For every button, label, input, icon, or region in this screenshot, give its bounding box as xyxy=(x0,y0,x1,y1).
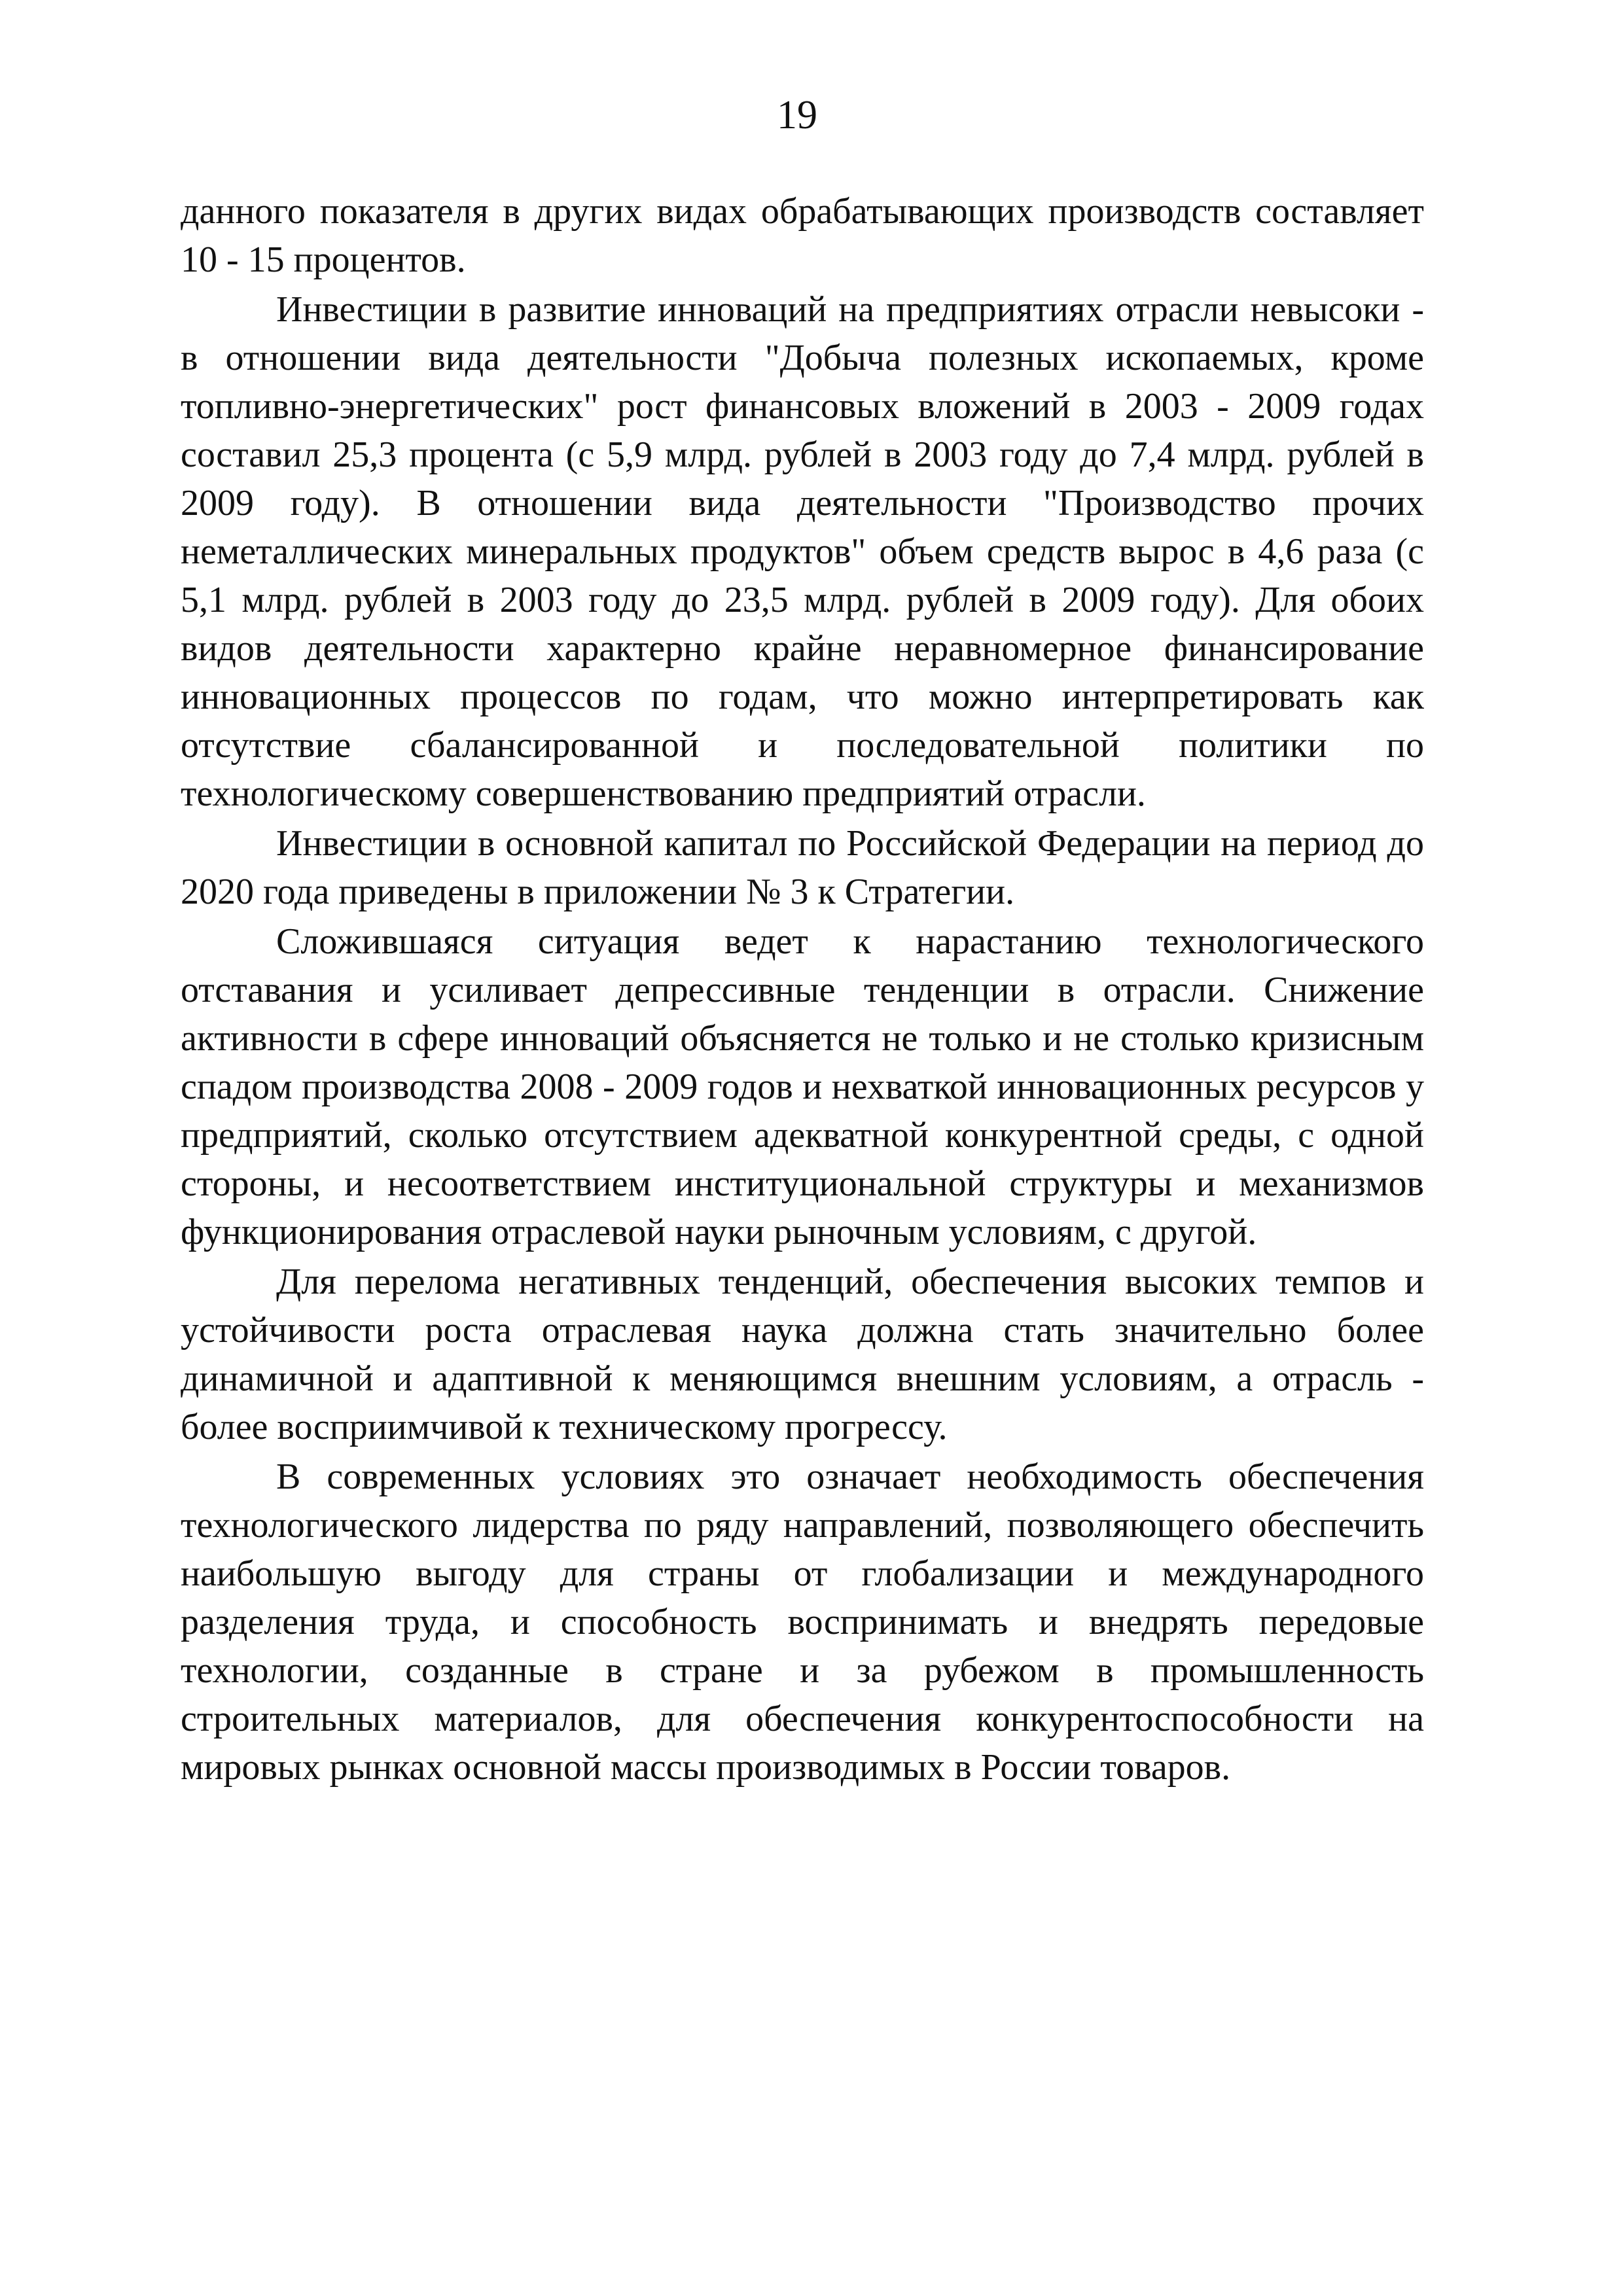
paragraph-continuation: данного показателя в других видах обрабатывающих производств составляет 10 - 15 процентов. xyxy=(181,191,1424,280)
paragraph-technological-lag: Сложившаяся ситуация ведет к нарастанию технологического отставания и усиливает депрессивные тенденции в отрасли. Снижение активности в сфере инноваций объясняется не только и не столько кризисным спадом производства 2008 - 2009 годов и нехваткой инновационных ресурсов у предприятий, сколько отсутствием адекватной конкурентной среды, с одной стороны, и несоответствием институциональной структуры и механизмов функционирования отраслевой науки рыночным условиям, с другой. xyxy=(181,921,1424,1252)
paragraph-technological-leadership: В современных условиях это означает необходимость обеспечения технологического лидерства по ряду направлений, позволяющего обеспечить наибольшую выгоду для страны от глобализации и международного разделения труда, и способность воспринимать и внедрять передовые технологии, созданные в стране и за рубежом в промышленность строительных материалов, для обеспечения конкурентоспособности на мировых рынках основной массы производимых в России товаров. xyxy=(181,1457,1424,1788)
paragraph-capital-investment: Инвестиции в основной капитал по Российской Федерации на период до 2020 года приведены в приложении № 3 к Стратегии. xyxy=(181,823,1424,912)
paragraph-turning-trends: Для перелома негативных тенденций, обеспечения высоких темпов и устойчивости роста отраслевая наука должна стать значительно более динамичной и адаптивной к меняющимся внешним условиям, а отрасль - более восприимчивой к техническому прогрессу. xyxy=(181,1262,1424,1447)
paragraph-innovation-investment: Инвестиции в развитие инноваций на предприятиях отрасли невысоки - в отношении вида деятельности "Добыча полезных ископаемых, кроме топливно-энергетических" рост финансовых вложений в 2003 - 2009 годах составил 25,3 процента (с 5,9 млрд. рублей в 2003 году до 7,4 млрд. рублей в 2009 году). В отношении вида деятельности "Производство прочих неметаллических минеральных продуктов" объем средств вырос в 4,6 раза (с 5,1 млрд. рублей в 2003 году до 23,5 млрд. рублей в 2009 году). Для обоих видов деятельности характерно крайне неравномерное финансирование инновационных процессов по годам, что можно интерпретировать как отсутствие сбалансированной и последовательной политики по технологическому совершенствованию предприятий отрасли. xyxy=(181,289,1424,814)
page-number: 19 xyxy=(777,93,817,137)
document-body xyxy=(181,187,1424,1792)
